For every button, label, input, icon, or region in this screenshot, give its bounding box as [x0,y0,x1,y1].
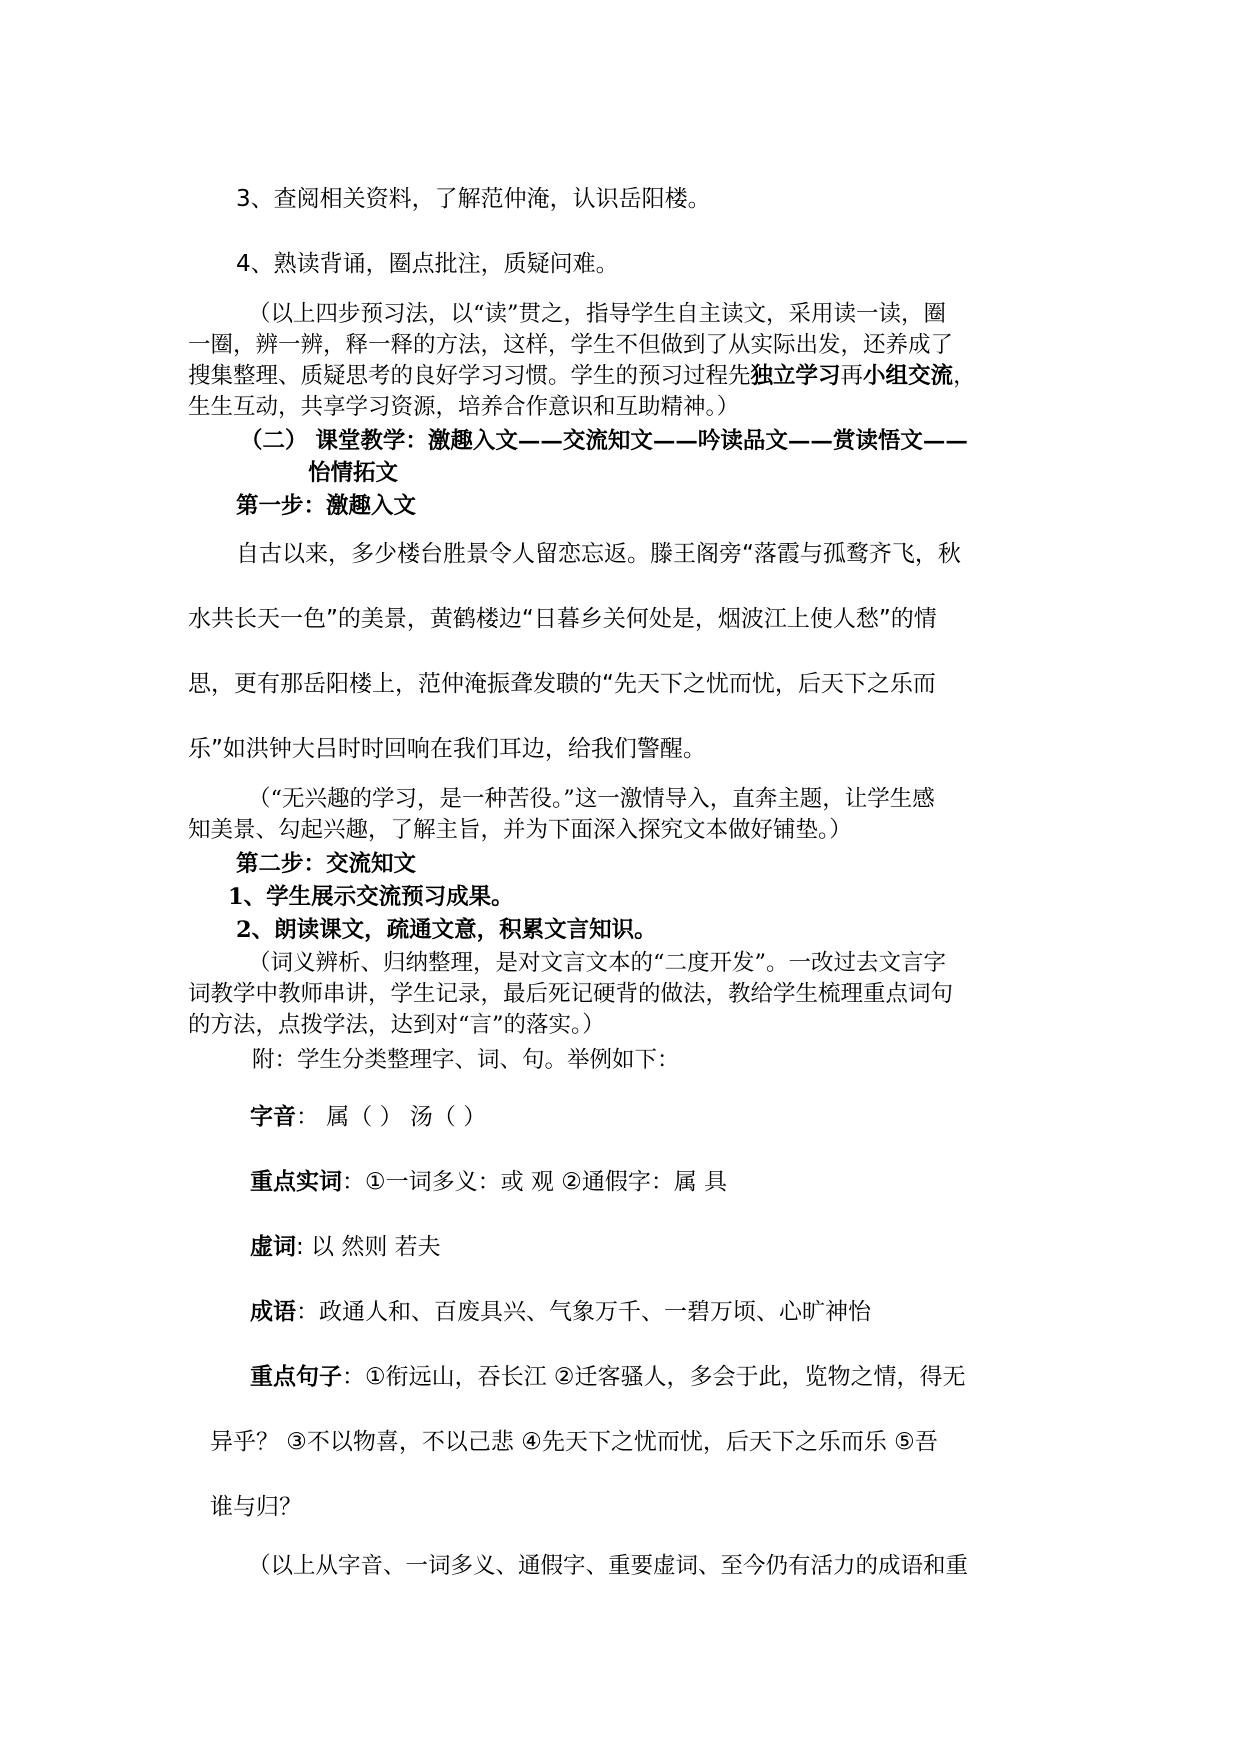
preview-note-line-2: 一圈，辨一辨，释一释的方法，这样，学生不但做到了从实际出发，还养成了 [188,332,954,358]
idioms-label: 成语 [250,1299,296,1325]
preview-note-line-1: （以上四步预习法，以“读”贯之，指导学生自主读文，采用读一读，圈 [248,301,947,327]
idioms-text: ：政通人和、百废具兴、气象万千、一碧万顷、心旷神怡 [296,1299,871,1325]
step-1-paragraph-line-3: 思，更有那岳阳楼上，范仲淹振聋发聩的“先天下之忧而忧，后天下之乐而 [188,671,936,697]
step-2-item-2: 2、朗读课文，疏通文意，积累文言知识。 [236,917,657,943]
idioms-row [250,1293,871,1326]
key-words-row [250,1163,727,1196]
step-1-note-line-1: （“无兴趣的学习，是一种苦役。”这一激情导入，直奔主题，让学生感 [248,786,935,812]
function-words-row [250,1228,441,1261]
key-sentences-line-2: 异乎？ ③不以物喜，不以己悲 ④先天下之忧而忧，后天下之乐而乐 ⑤吾 [210,1429,938,1455]
key-sentences-label: 重点句子 [250,1364,342,1390]
closing-note: （以上从字音、一词多义、通假字、重要虚词、至今仍有活力的成语和重 [248,1553,969,1579]
step-2-item-1: 1、学生展示交流预习成果。 [228,884,514,910]
step-1-paragraph-line-4: 乐”如洪钟大吕时时回响在我们耳边，给我们警醒。 [188,736,706,762]
appendix-line: 附：学生分类整理字、词、句。举例如下： [252,1047,680,1073]
key-sentences-text: ：①衔远山，吞长江 ②迁客骚人，多会于此，览物之情，得无 [342,1364,966,1390]
pronunciation-text: ： 属（ ） 汤（ ） [296,1104,487,1130]
step-2-title: 第二步：交流知文 [236,851,417,877]
step-2-note-line-1: （词义辨析、归纳整理，是对文言文本的“二度开发”。一改过去文言字 [248,950,947,976]
note-bold-group: 小组交流 [863,363,954,389]
function-words-label: 虚词 [250,1234,296,1260]
preview-note-line-4: 生生互动，共享学习资源，培养合作意识和互助精神。） [188,394,740,420]
step-1-note-line-2: 知美景、勾起兴趣，了解主旨，并为下面深入探究文本做好铺垫。） [188,817,852,843]
key-sentences-line-3: 谁与归？ [210,1494,302,1520]
preview-item-4: 4、熟读背诵，圈点批注，质疑问难。 [236,251,619,277]
preview-note-line-3 [188,358,976,390]
key-sentences-row [250,1358,966,1391]
function-words-text: : 以 然则 若夫 [296,1234,441,1260]
note-text: 搜集整理、质疑思考的良好学习习惯。学生的预习过程先 [188,363,751,389]
section-2-heading-cont: 怡情拓文 [308,460,399,486]
step-2-note-line-2: 词教学中教师串讲，学生记录，最后死记硬背的做法，教给学生梳理重点词句 [188,981,954,1007]
step-2-note-line-3: 的方法，点拨学法，达到对“言”的落实。） [188,1012,605,1038]
preview-item-3: 3、查阅相关资料，了解范仲淹，认识岳阳楼。 [236,186,711,212]
step-1-paragraph-line-1: 自古以来，多少楼台胜景令人留恋忘返。滕王阁旁“落霞与孤鹜齐飞，秋 [236,541,961,567]
key-words-text: ：①一词多义：或 观 ②通假字：属 具 [342,1169,728,1195]
section-2-heading: （二） 课堂教学：激趣入文——交流知文——吟读品文——赏读悟文—— [240,428,968,454]
step-1-paragraph-line-2: 水共长天一色”的美景，黄鹤楼边“日暮乡关何处是，烟波江上使人愁”的情 [188,606,937,632]
note-text: 再 [840,363,864,389]
note-bold-independent: 独立学习 [750,363,841,389]
key-words-label: 重点实词 [250,1169,342,1195]
step-1-title: 第一步：激趣入文 [236,493,417,519]
note-text: ， [953,363,976,389]
pronunciation-label: 字音 [250,1104,296,1130]
pronunciation-row [250,1098,486,1131]
